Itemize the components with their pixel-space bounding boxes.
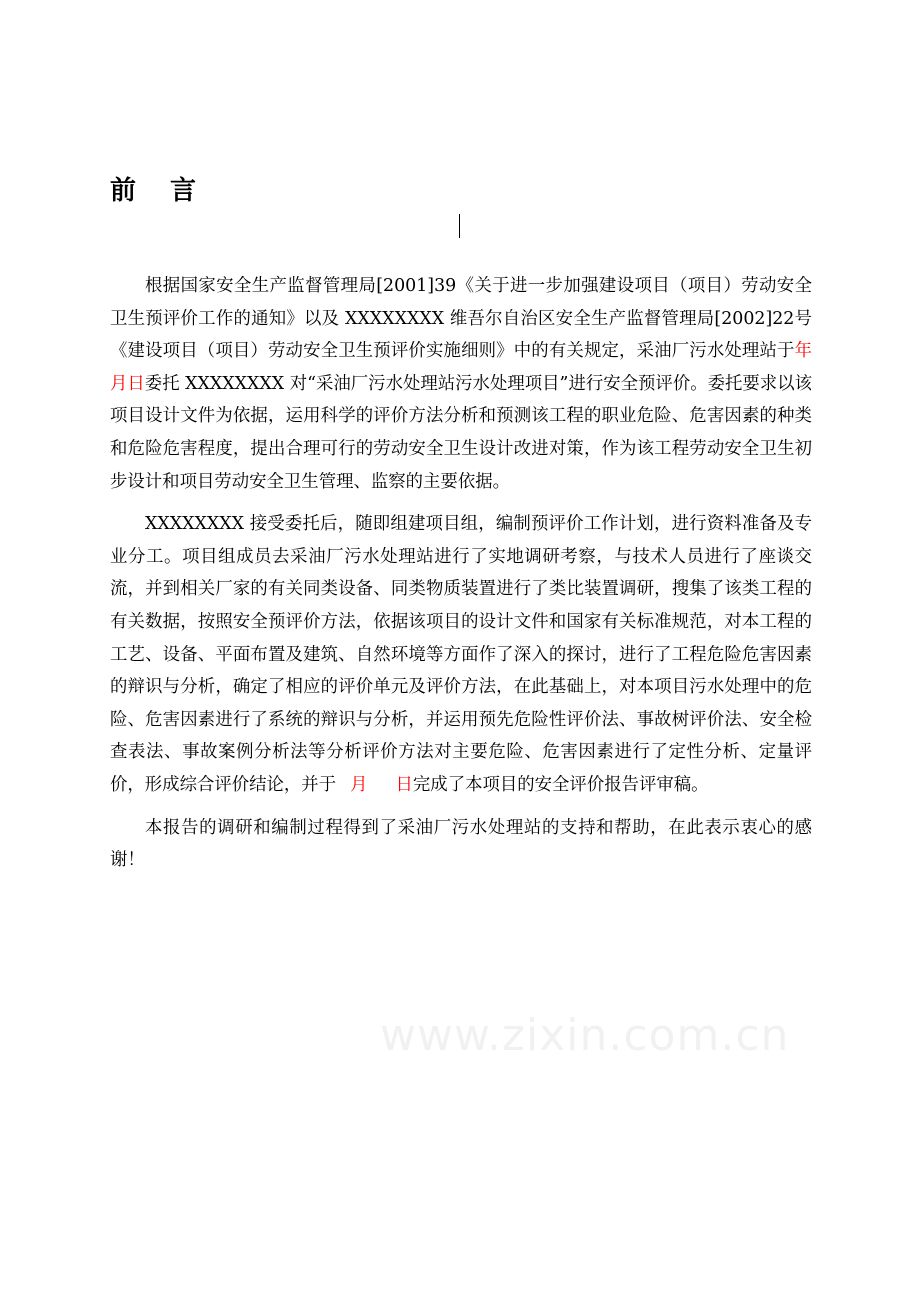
page-title: [110, 170, 196, 207]
paragraph-2-day: 日: [395, 774, 413, 795]
paragraph-1-part-1: 根据国家安全生产监督管理局[2001]39《关于进一步加强建设项目（项目）劳动安全卫生预评价工作的通知》以及 XXXXXXXX 维吾尔自治区安全生产监督管理局[2002]22号《建设项目（项目）劳动安全卫生预评价实施细则》中的有关规定，采油厂污水处理站于: [110, 276, 812, 362]
watermark: www.zixin.com.cn: [380, 1010, 790, 1061]
paragraph-2: [110, 508, 812, 801]
paragraph-3: 本报告的调研和编制过程得到了采油厂污水处理站的支持和帮助，在此表示衷心的感谢！: [110, 817, 812, 871]
document-body: [110, 270, 812, 887]
paragraph-1: [110, 270, 812, 498]
paragraph-1-part-2: 委托 XXXXXXXX 对“采油厂污水处理站污水处理项目”进行安全预评价。委托要求以该项目设计文件为依据，运用科学的评价方法分析和预测该工程的职业危险、危害因素的种类和危险危害程度，提出合理可行的劳动安全卫生设计改进对策，作为该工程劳动安全卫生初步设计和项目劳动安全卫生管理、监察的主要依据。: [110, 373, 812, 492]
text-cursor: [459, 214, 460, 238]
paragraph-2-month: 月: [350, 774, 368, 795]
paragraph-2-part-1: XXXXXXXX 接受委托后，随即组建项目组，编制预评价工作计划，进行资料准备及专业分工。项目组成员去采油厂污水处理站进行了实地调研考察，与技术人员进行了座谈交流，并到相关厂家的有关同类设备、同类物质装置进行了类比装置调研，搜集了该类工程的有关数据，按照安全预评价方法，依据该项目的设计文件和国家有关标准规范，对本工程的工艺、设备、平面布置及建筑、自然环境等方面作了深入的探讨，进行了工程危险危害因素的辩识与分析，确定了相应的评价单元及评价方法，在此基础上，对本项目污水处理中的危险、危害因素进行了系统的辩识与分析，并运用预先危险性评价法、事故树评价法、安全检查表法、事故案例分析法等分析评价方法对主要危险、危害因素进行了定性分析、定量评价，形成综合评价结论，并于: [110, 514, 812, 795]
title-char-2: 言: [170, 176, 197, 206]
paragraph-1-date: 年月日: [110, 341, 812, 394]
paragraph-2-part-2: 完成了本项目的安全评价报告评审稿。: [412, 774, 709, 795]
title-char-1: 前: [110, 176, 137, 206]
